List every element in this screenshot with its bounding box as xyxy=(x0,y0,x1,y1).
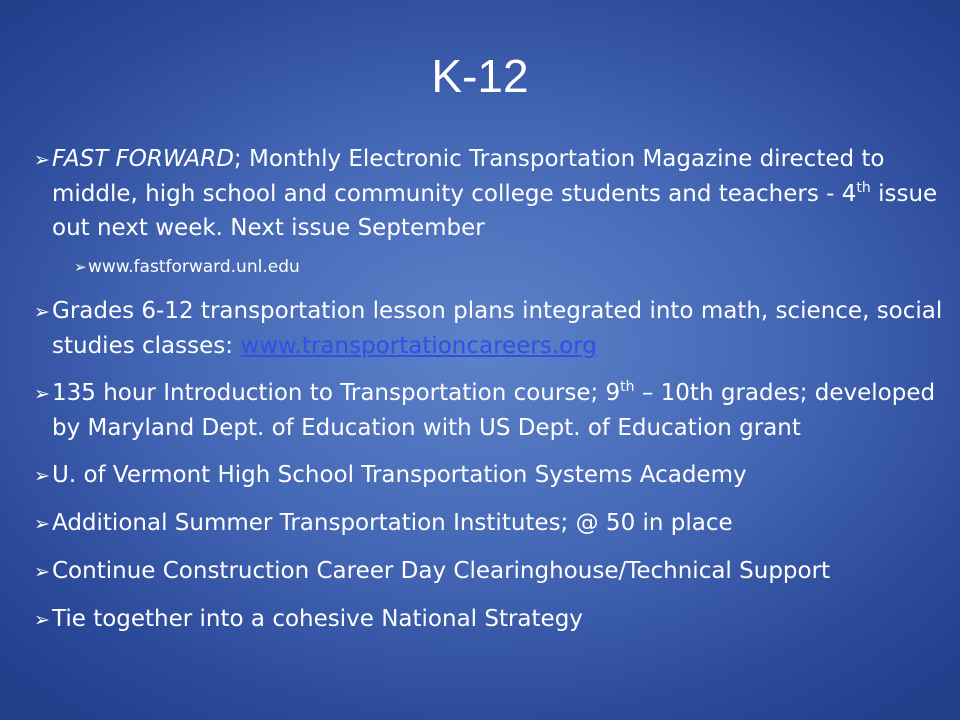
arrow-bullet-icon: ➢ xyxy=(34,561,50,583)
superscript: th xyxy=(856,180,871,196)
arrow-bullet-icon: ➢ xyxy=(34,465,50,487)
bullet-emphasis: FAST FORWARD xyxy=(52,146,234,172)
arrow-bullet-icon: ➢ xyxy=(34,149,50,171)
arrow-bullet-icon: ➢ xyxy=(34,513,50,535)
bullet-item-course xyxy=(34,376,950,445)
bullet-item-summer-institutes xyxy=(34,506,950,541)
slide-title: K-12 xyxy=(431,50,529,102)
bullet-item-fast-forward xyxy=(34,142,950,245)
bullet-text: Grades 6-12 transportation lesson plans integrated into math, science, social studies classes: xyxy=(52,298,943,359)
bullet-text: ; Monthly Electronic Transportation Magazine directed to middle, high school and community college students and teachers - 4 xyxy=(52,146,885,207)
sub-bullet-text: www.fastforward.unl.edu xyxy=(88,257,300,277)
arrow-bullet-icon: ➢ xyxy=(74,258,87,276)
bullet-text: Continue Construction Career Day Clearinghouse/Technical Support xyxy=(52,558,831,584)
bullet-text: Tie together into a cohesive National Strategy xyxy=(52,606,583,632)
transportation-careers-link[interactable]: www.transportationcareers.org xyxy=(240,333,597,359)
superscript: th xyxy=(620,379,635,395)
bullet-text: issue out next week. Next issue September xyxy=(52,181,938,241)
bullet-text: U. of Vermont High School Transportation Systems Academy xyxy=(52,462,747,488)
sub-bullet-item xyxy=(74,254,950,280)
bullet-item-lesson-plans xyxy=(34,294,950,363)
bullet-text: Additional Summer Transportation Institutes; @ 50 in place xyxy=(52,510,733,536)
bullet-text: – 10th grades; developed by Maryland Dept. of Education with US Dept. of Education grant xyxy=(52,380,936,441)
arrow-bullet-icon: ➢ xyxy=(34,383,50,405)
bullet-item-national-strategy xyxy=(34,602,950,637)
arrow-bullet-icon: ➢ xyxy=(34,301,50,323)
bullet-item-vermont xyxy=(34,458,950,493)
bullet-list xyxy=(34,142,950,650)
arrow-bullet-icon: ➢ xyxy=(34,609,50,631)
bullet-item-career-day xyxy=(34,554,950,589)
bullet-text: 135 hour Introduction to Transportation course; 9 xyxy=(52,380,621,406)
